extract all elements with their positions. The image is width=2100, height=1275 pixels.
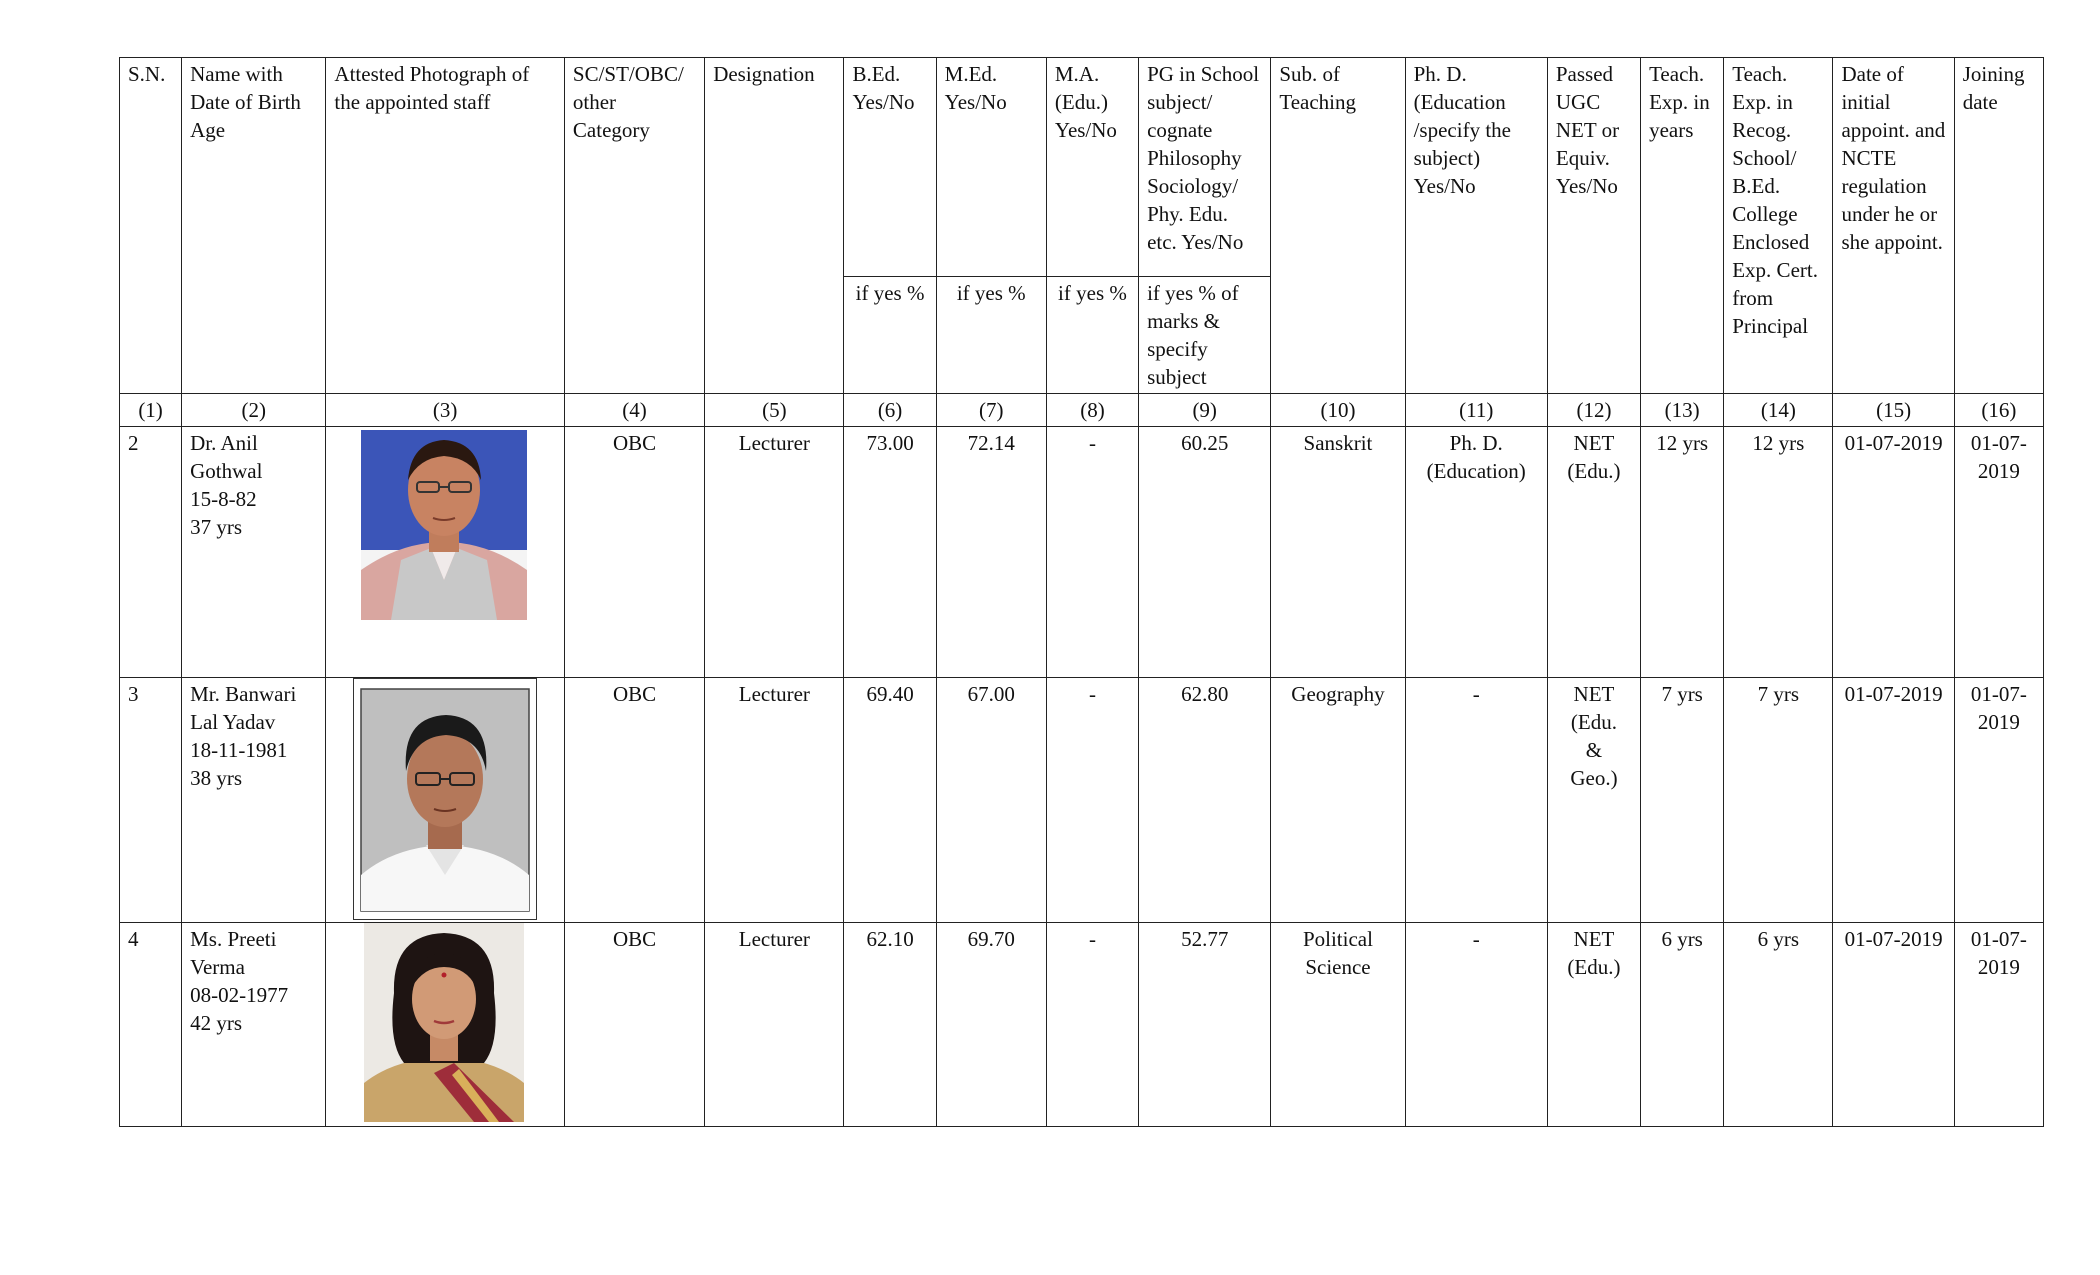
- cell-subject: [1271, 427, 1405, 678]
- phd-line-1: -: [1472, 927, 1480, 951]
- col-number: (4): [564, 394, 704, 427]
- staff-name: Ms. Preeti: [190, 927, 277, 951]
- joining-line-1: 01-07-: [1970, 431, 2027, 455]
- cell-med: 67.00: [936, 678, 1046, 923]
- col-number: (13): [1641, 394, 1724, 427]
- cell-phd: [1405, 427, 1547, 678]
- cell-photo: [326, 678, 564, 923]
- cell-pg: 60.25: [1139, 427, 1271, 678]
- header-bed-percent: if yes %: [844, 277, 936, 394]
- cell-pg: 62.80: [1139, 678, 1271, 923]
- joining-line-2: 2019: [1977, 459, 2020, 483]
- cell-teach-exp: 7 yrs: [1641, 678, 1724, 923]
- col-number: (16): [1954, 394, 2043, 427]
- cell-name: [182, 678, 326, 923]
- net-line-4: Geo.): [1570, 766, 1618, 790]
- cell-ma: -: [1046, 678, 1138, 923]
- staff-name-2: Verma: [190, 955, 245, 979]
- joining-line-2: 2019: [1977, 710, 2020, 734]
- staff-age: 37 yrs: [190, 515, 243, 539]
- table-row: [120, 923, 2044, 1127]
- net-line-1: NET: [1573, 927, 1615, 951]
- staff-photo: [353, 678, 537, 920]
- cell-ma: -: [1046, 923, 1138, 1127]
- cell-joining-date: [1954, 678, 2043, 923]
- staff-dob: 15-8-82: [190, 487, 257, 511]
- cell-subject: [1271, 923, 1405, 1127]
- cell-subject: [1271, 678, 1405, 923]
- header-teach-exp-recog: Teach. Exp. in Recog. School/ B.Ed. College Enclosed Exp. Cert. from Principal: [1724, 58, 1833, 394]
- cell-teach-exp-recog: 6 yrs: [1724, 923, 1833, 1127]
- phd-line-2: (Education): [1426, 459, 1526, 483]
- cell-phd: [1405, 678, 1547, 923]
- staff-name-2: Lal Yadav: [190, 710, 276, 734]
- header-bed: B.Ed. Yes/No: [844, 58, 936, 277]
- cell-pg: 52.77: [1139, 923, 1271, 1127]
- header-ma-percent: if yes %: [1046, 277, 1138, 394]
- staff-table: [119, 57, 2044, 1127]
- net-line-2: (Edu.): [1567, 459, 1621, 483]
- header-subject: Sub. of Teaching: [1271, 58, 1405, 394]
- cell-net: [1547, 427, 1640, 678]
- col-number: (8): [1046, 394, 1138, 427]
- phd-line-1: -: [1472, 682, 1480, 706]
- subject-line-1: Political: [1302, 927, 1373, 951]
- col-number: (1): [120, 394, 182, 427]
- cell-joining-date: [1954, 427, 2043, 678]
- staff-age: 38 yrs: [190, 766, 243, 790]
- cell-designation: Lecturer: [705, 427, 844, 678]
- col-number: (14): [1724, 394, 1833, 427]
- cell-category: OBC: [564, 678, 704, 923]
- joining-line-1: 01-07-: [1970, 927, 2027, 951]
- cell-ma: -: [1046, 427, 1138, 678]
- net-line-2: (Edu.): [1567, 955, 1621, 979]
- staff-dob: 08-02-1977: [190, 983, 289, 1007]
- table-row: [120, 678, 2044, 923]
- col-number: (6): [844, 394, 936, 427]
- staff-photo: [364, 923, 524, 1122]
- net-line-1: NET: [1573, 682, 1615, 706]
- net-line-2: (Edu.: [1570, 710, 1617, 734]
- table-row: [120, 427, 2044, 678]
- phd-line-1: Ph. D.: [1449, 431, 1503, 455]
- header-med: M.Ed. Yes/No: [936, 58, 1046, 277]
- joining-line-2: 2019: [1977, 955, 2020, 979]
- header-sn: S.N.: [120, 58, 182, 394]
- cell-initial-appointment: 01-07-2019: [1833, 923, 1954, 1127]
- cell-teach-exp: 12 yrs: [1641, 427, 1724, 678]
- cell-net: [1547, 923, 1640, 1127]
- col-number: (12): [1547, 394, 1640, 427]
- cell-initial-appointment: 01-07-2019: [1833, 678, 1954, 923]
- header-ugc-net: Passed UGC NET or Equiv. Yes/No: [1547, 58, 1640, 394]
- header-row: [120, 58, 2044, 277]
- cell-phd: [1405, 923, 1547, 1127]
- header-joining-date: Joining date: [1954, 58, 2043, 394]
- column-number-row: [120, 394, 2044, 427]
- subject-line-2: Science: [1305, 955, 1371, 979]
- cell-joining-date: [1954, 923, 2043, 1127]
- cell-bed: 73.00: [844, 427, 936, 678]
- col-number: (7): [936, 394, 1046, 427]
- col-number: (15): [1833, 394, 1954, 427]
- cell-category: OBC: [564, 427, 704, 678]
- header-name: Name with Date of Birth Age: [182, 58, 326, 394]
- cell-bed: 62.10: [844, 923, 936, 1127]
- staff-name-2: Gothwal: [190, 459, 263, 483]
- cell-med: 72.14: [936, 427, 1046, 678]
- staff-photo: [361, 430, 527, 620]
- staff-name: Mr. Banwari: [190, 682, 297, 706]
- cell-name: [182, 923, 326, 1127]
- header-designation: Designation: [705, 58, 844, 394]
- col-number: (5): [705, 394, 844, 427]
- header-ma: M.A. (Edu.) Yes/No: [1046, 58, 1138, 277]
- header-pg-percent: if yes % of marks & specify subject: [1139, 277, 1271, 394]
- cell-teach-exp-recog: 7 yrs: [1724, 678, 1833, 923]
- cell-initial-appointment: 01-07-2019: [1833, 427, 1954, 678]
- cell-med: 69.70: [936, 923, 1046, 1127]
- header-photo: Attested Photograph of the appointed staff: [326, 58, 564, 394]
- col-number: (2): [182, 394, 326, 427]
- cell-photo: [326, 427, 564, 678]
- cell-sn: 3: [120, 678, 182, 923]
- cell-designation: Lecturer: [705, 923, 844, 1127]
- cell-teach-exp-recog: 12 yrs: [1724, 427, 1833, 678]
- cell-photo: [326, 923, 564, 1127]
- col-number: (9): [1139, 394, 1271, 427]
- net-line-1: NET: [1573, 431, 1615, 455]
- cell-designation: Lecturer: [705, 678, 844, 923]
- cell-teach-exp: 6 yrs: [1641, 923, 1724, 1127]
- header-pg: PG in School subject/ cognate Philosophy Sociology/ Phy. Edu. etc. Yes/No: [1139, 58, 1271, 277]
- staff-dob: 18-11-1981: [190, 738, 288, 762]
- subject-line-1: Sanskrit: [1303, 431, 1373, 455]
- cell-category: OBC: [564, 923, 704, 1127]
- col-number: (11): [1405, 394, 1547, 427]
- col-number: (10): [1271, 394, 1405, 427]
- staff-age: 42 yrs: [190, 1011, 243, 1035]
- cell-name: [182, 427, 326, 678]
- subject-line-1: Geography: [1291, 682, 1385, 706]
- cell-sn: 4: [120, 923, 182, 1127]
- net-line-3: &: [1585, 738, 1603, 762]
- header-category: SC/ST/OBC/ other Category: [564, 58, 704, 394]
- header-initial-appointment: Date of initial appoint. and NCTE regulation under he or she appoint.: [1833, 58, 1954, 394]
- header-phd: Ph. D. (Education /specify the subject) Yes/No: [1405, 58, 1547, 394]
- joining-line-1: 01-07-: [1970, 682, 2027, 706]
- header-med-percent: if yes %: [936, 277, 1046, 394]
- staff-name: Dr. Anil: [190, 431, 258, 455]
- cell-sn: 2: [120, 427, 182, 678]
- col-number: (3): [326, 394, 564, 427]
- cell-net: [1547, 678, 1640, 923]
- cell-bed: 69.40: [844, 678, 936, 923]
- header-teach-exp: Teach. Exp. in years: [1641, 58, 1724, 394]
